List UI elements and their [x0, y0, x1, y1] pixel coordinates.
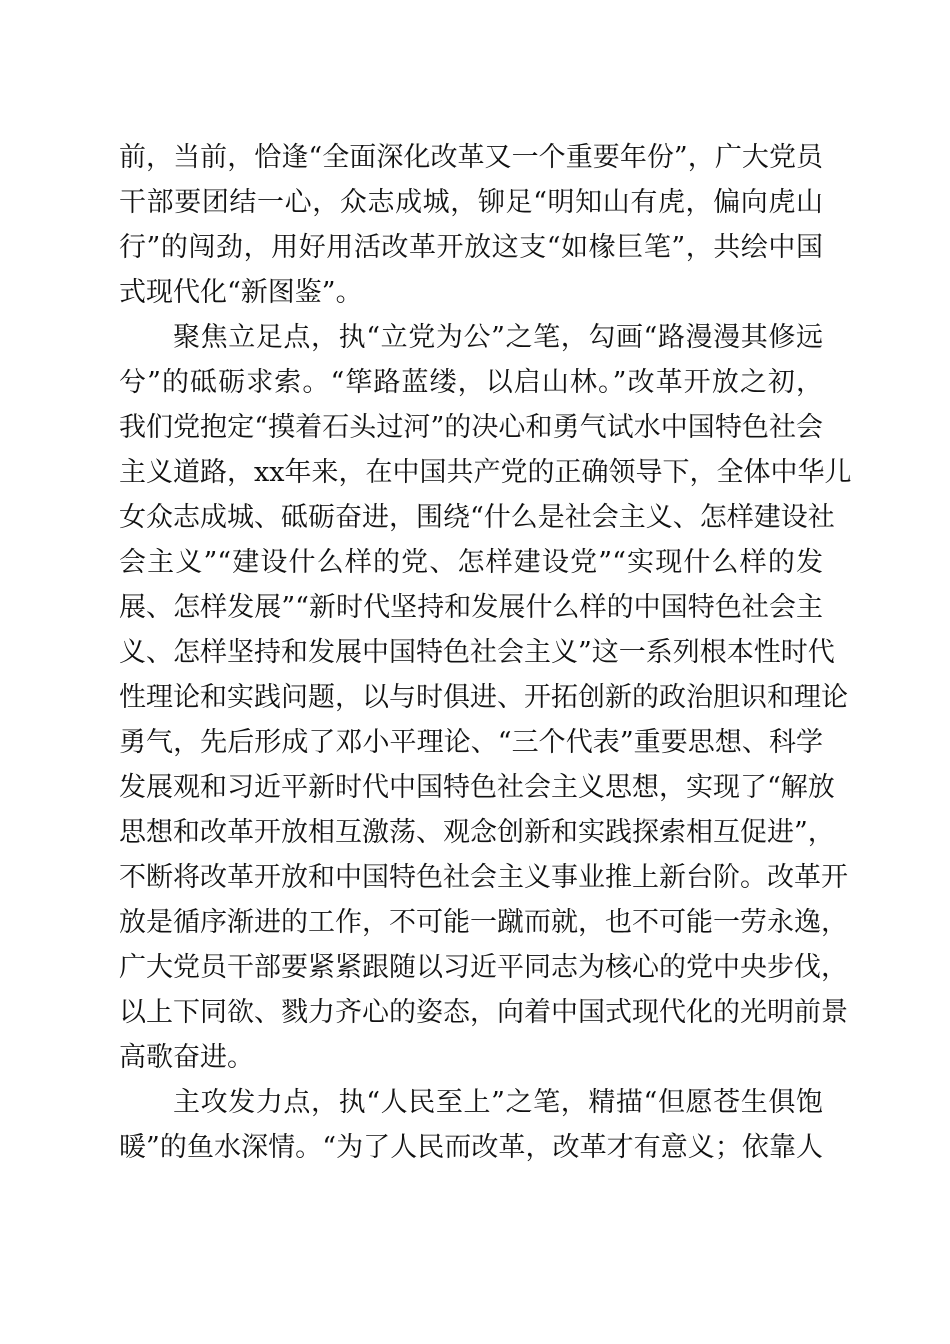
- text-line: 行”的闯劲，用好用活改革开放这支“如椽巨笔”，共绘中国: [119, 232, 823, 263]
- text-line: 兮”的砥砺求索。“筚路蓝缕，以启山林。”改革开放之初，: [119, 367, 823, 398]
- text-line: 性理论和实践问题，以与时俱进、开拓创新的政治胆识和理论: [119, 682, 848, 713]
- text-line: 不断将改革开放和中国特色社会主义事业推上新台阶。改革开: [119, 862, 848, 893]
- text-line: 广大党员干部要紧紧跟随以习近平同志为核心的党中央步伐，: [119, 952, 848, 983]
- text-line: 暖”的鱼水深情。“为了人民而改革，改革才有意义；依靠人: [119, 1132, 823, 1163]
- text-line: 高歌奋进。: [119, 1042, 254, 1073]
- text-line: 干部要团结一心，众志成城，铆足“明知山有虎，偏向虎山: [119, 187, 823, 218]
- text-line: 主义道路，xx年来，在中国共产党的正确领导下，全体中华儿: [119, 457, 852, 488]
- text-line: 发展观和习近平新时代中国特色社会主义思想，实现了“解放: [119, 772, 835, 803]
- text-line: 勇气，先后形成了邓小平理论、“三个代表”重要思想、科学: [119, 727, 823, 758]
- text-line: 放是循序渐进的工作，不可能一蹴而就，也不可能一劳永逸，: [119, 907, 848, 938]
- text-line: 我们党抱定“摸着石头过河”的决心和勇气试水中国特色社会: [119, 412, 823, 443]
- text-line: 思想和改革开放相互激荡、观念创新和实践探索相互促进”，: [119, 817, 835, 848]
- text-line: 以上下同欲、戮力齐心的姿态，向着中国式现代化的光明前景: [119, 997, 848, 1028]
- text-line: 主攻发力点，执“人民至上”之笔，精描“但愿苍生俱饱: [173, 1087, 823, 1118]
- text-line: 式现代化“新图鉴”。: [119, 277, 363, 308]
- text-line: 展、怎样发展”“新时代坚持和发展什么样的中国特色社会主: [119, 592, 823, 623]
- text-line: 前，当前，恰逢“全面深化改革又一个重要年份”，广大党员: [119, 142, 823, 173]
- text-line: 义、怎样坚持和发展中国特色社会主义”这一系列根本性时代: [119, 637, 835, 668]
- text-line: 女众志成城、砥砺奋进，围绕“什么是社会主义、怎样建设社: [119, 502, 835, 533]
- text-line: 会主义”“建设什么样的党、怎样建设党”“实现什么样的发: [119, 547, 823, 578]
- text-line: 聚焦立足点，执“立党为公”之笔，勾画“路漫漫其修远: [173, 322, 823, 353]
